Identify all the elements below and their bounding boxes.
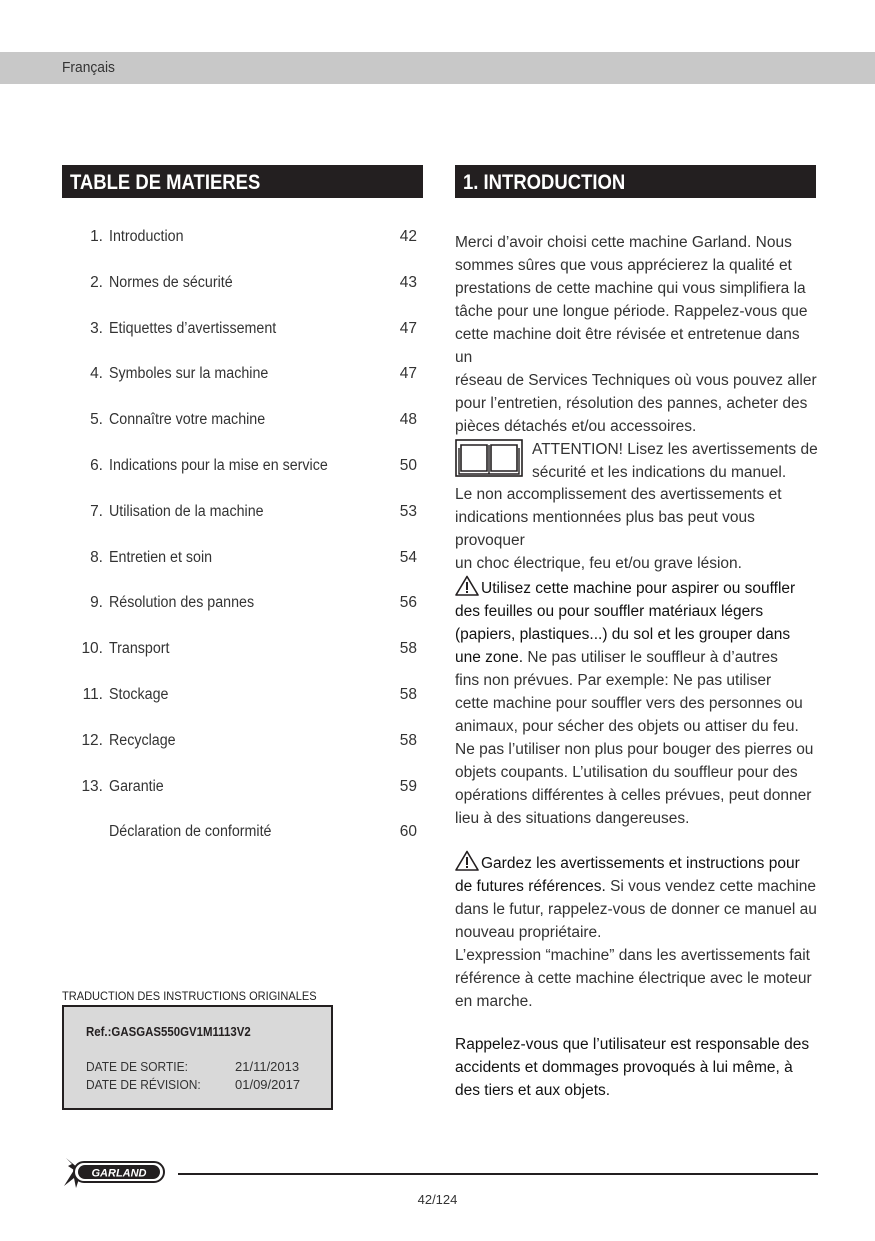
toc-item-page: 54 [399, 548, 417, 566]
toc-item-title: Transport [109, 640, 170, 658]
toc-item-title: Indications pour la mise en service [109, 457, 328, 474]
toc-item-page: 47 [399, 319, 417, 337]
garland-logo [62, 1152, 166, 1192]
toc-item-number: 11. [82, 686, 103, 703]
intro-paragraph-5 [455, 1033, 821, 1102]
text-line: Ne pas l’utiliser non plus pour bouger des pierres ou [455, 741, 814, 758]
toc-item[interactable] [62, 732, 417, 754]
toc-item-title: Introduction [109, 228, 184, 245]
toc-item-page: 56 [399, 594, 417, 612]
intro-paragraph-4 [455, 850, 821, 1013]
toc-item-number: 7. [90, 502, 103, 520]
toc-item[interactable] [62, 549, 417, 571]
text-line: sécurité et les indications du manuel. [532, 464, 787, 481]
toc-item-page: 58 [399, 640, 417, 658]
toc-item-page: 47 [399, 365, 417, 383]
toc-item[interactable] [62, 640, 417, 662]
warning-icon [455, 850, 479, 871]
toc-heading [62, 165, 423, 198]
toc-item-page: 58 [399, 686, 417, 703]
reference-box [62, 1005, 333, 1110]
text-line: opérations différentes à celles prévues, peut donner [455, 787, 812, 804]
p3-continuation: Ne pas utiliser le souffleur à d’autres [523, 649, 778, 666]
footer-rule [178, 1173, 818, 1175]
text-line: Gardez les avertissements et instructions pour [481, 855, 800, 872]
intro-heading [455, 165, 816, 198]
release-date-label: DATE DE SORTIE: [86, 1059, 188, 1074]
toc-item[interactable] [62, 823, 417, 845]
text-line: (papiers, plastiques...) du sol et les grouper dans [455, 626, 791, 643]
text-line: animaux, pour sécher des objets ou attiser du feu. [455, 718, 799, 735]
text-line: des tiers et aux objets. [455, 1082, 611, 1099]
text-line: tâche pour une longue période. Rappelez-vous que [455, 303, 808, 320]
toc-item-number: 12. [81, 731, 103, 749]
toc-item-page: 58 [399, 731, 417, 749]
text-line: pour l’entretien, résolution des pannes, acheter des [455, 395, 808, 412]
toc-item[interactable] [62, 274, 417, 296]
intro-paragraph-3 [455, 575, 821, 830]
text-line: Merci d’avoir choisi cette machine Garland. Nous [455, 234, 792, 251]
revision-date-label: DATE DE RÉVISION: [86, 1077, 201, 1092]
toc-item-number: 1. [90, 228, 103, 245]
text-line: pièces détachés et/ou accessoires. [455, 418, 697, 435]
toc-item[interactable] [62, 594, 417, 616]
toc-item[interactable] [62, 365, 417, 387]
text-line: Utilisez cette machine pour aspirer ou souffler [481, 580, 796, 597]
toc-item-title: Garantie [109, 777, 164, 795]
toc-item-title: Symboles sur la machine [109, 365, 269, 383]
text-line: sommes sûres que vous apprécierez la qualité et [455, 257, 792, 274]
toc-item-number: 5. [90, 411, 103, 429]
toc-item-title: Normes de sécurité [109, 273, 233, 291]
text-line: de futures références. [455, 878, 606, 895]
warning-icon [455, 575, 479, 596]
toc-item-title: Déclaration de conformité [109, 823, 272, 841]
toc-item[interactable] [62, 228, 417, 250]
toc-heading-text: TABLE DE MATIERES [70, 171, 261, 194]
toc-item-page: 42 [399, 228, 417, 245]
text-line: une zone. [455, 649, 524, 666]
text-line: Rappelez-vous que l’utilisateur est responsable des [455, 1036, 810, 1053]
toc-item-page: 59 [399, 777, 417, 795]
text-line: nouveau propriétaire. [455, 924, 602, 941]
toc-item-number: 2. [90, 273, 103, 291]
release-date-value: 21/11/2013 [235, 1059, 300, 1074]
text-line: réseau de Services Techniques où vous pouvez aller [455, 372, 817, 389]
text-line: fins non prévues. Par exemple: Ne pas utiliser [455, 672, 772, 689]
toc-item-number: 9. [90, 594, 103, 612]
text-line: un choc électrique, feu et/ou grave lésion. [455, 555, 742, 572]
toc-item-title: Etiquettes d’avertissement [109, 319, 277, 337]
toc-item-page: 43 [399, 273, 417, 291]
toc-item-title: Connaître votre machine [109, 411, 266, 429]
toc-item[interactable] [62, 686, 417, 708]
text-line: prestations de cette machine qui vous simplifiera la [455, 280, 806, 297]
logo-text: GARLAND [91, 1167, 147, 1180]
translation-note: TRADUCTION DES INSTRUCTIONS ORIGINALES [62, 989, 317, 1003]
text-line: en marche. [455, 993, 533, 1010]
toc-item-title: Stockage [109, 686, 169, 703]
language-label: Français [62, 59, 115, 76]
language-band [0, 52, 875, 84]
text-line: cette machine pour souffler vers des personnes ou [455, 695, 803, 712]
toc-item-number: 4. [90, 365, 103, 383]
text-line: ATTENTION! Lisez les avertissements de [532, 441, 818, 458]
text-line: dans le futur, rappelez-vous de donner ce manuel au [455, 901, 817, 918]
manual-book-icon [455, 439, 523, 477]
text-line: lieu à des situations dangereuses. [455, 810, 690, 827]
toc-item-page: 50 [399, 457, 417, 474]
toc-item-page: 48 [399, 411, 417, 429]
toc-item-number: 10. [81, 640, 103, 658]
toc-item[interactable] [62, 411, 417, 433]
text-line: L’expression “machine” dans les avertissements fait [455, 947, 810, 964]
toc-item-number: 13. [81, 777, 103, 795]
text-line: indications mentionnées plus bas peut vous provoquer [455, 509, 755, 549]
text-line: objets coupants. L’utilisation du souffleur pour des [455, 764, 798, 781]
reference-code: Ref.:GASGAS550GV1M1113V2 [86, 1024, 251, 1039]
toc-item-title: Résolution des pannes [109, 594, 255, 612]
text-line: référence à cette machine électrique avec le moteur [455, 970, 812, 987]
toc-item-title: Entretien et soin [109, 548, 213, 566]
toc-item-page: 60 [399, 823, 417, 841]
toc-item[interactable] [62, 320, 417, 342]
text-line: Le non accomplissement des avertissements et [455, 486, 782, 503]
text-line: des feuilles ou pour souffler matériaux légers [455, 603, 764, 620]
toc-item-number: 6. [90, 457, 103, 474]
toc-item[interactable] [62, 778, 417, 800]
toc-item-title: Utilisation de la machine [109, 502, 264, 520]
intro-paragraph-1 [455, 231, 821, 438]
revision-date-value: 01/09/2017 [235, 1077, 301, 1092]
toc-item[interactable] [62, 503, 417, 525]
toc-item-number: 8. [90, 548, 103, 566]
attention-notice [532, 438, 822, 484]
toc-item-page: 53 [399, 502, 417, 520]
intro-heading-text: 1. INTRODUCTION [463, 171, 626, 194]
p4-continuation: Si vous vendez cette machine [605, 878, 817, 895]
toc-item-number: 3. [90, 319, 103, 337]
page-number: 42/124 [417, 1192, 458, 1207]
intro-paragraph-2 [455, 483, 821, 575]
toc-item-title: Recyclage [109, 731, 176, 749]
text-line: accidents et dommages provoqués à lui même, à [455, 1059, 793, 1076]
text-line: cette machine doit être révisée et entretenue dans un [455, 326, 800, 366]
toc-item[interactable] [62, 457, 417, 479]
